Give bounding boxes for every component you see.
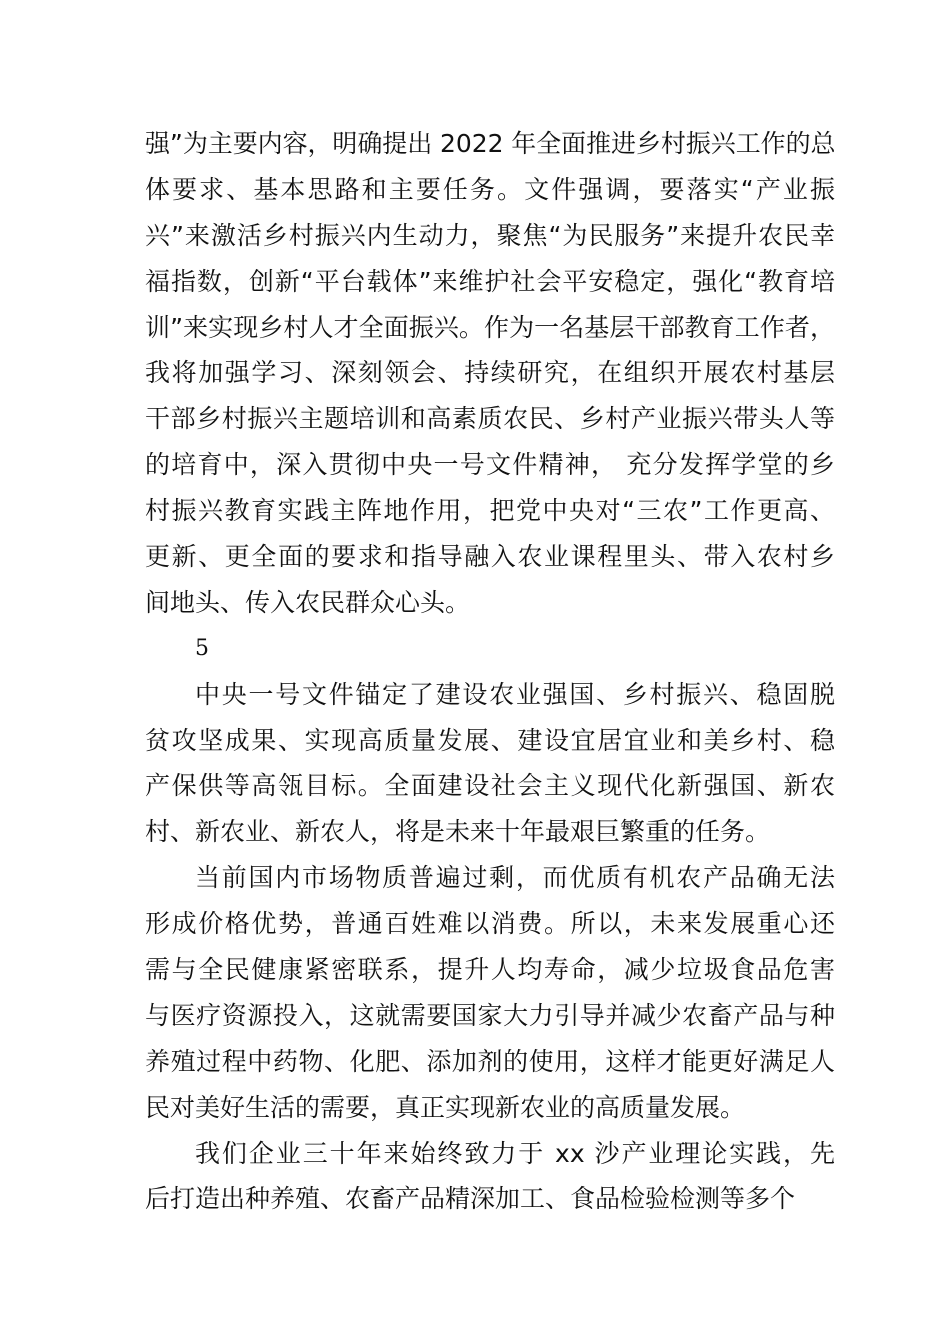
text-line: 村振兴教育实践主阵地作用，把党中央对“三农”工作更高、 bbox=[145, 496, 835, 526]
paragraph-first-line: 当前国内市场物质普遍过剩，而优质有机农产品确无法 bbox=[195, 863, 835, 893]
text-line: 与医疗资源投入，这就需要国家大力引导并减少农畜产品与种 bbox=[145, 1000, 835, 1030]
section-number: 5 bbox=[195, 635, 209, 661]
text-line: 后打造出种养殖、农畜产品精深加工、食品检验检测等多个 bbox=[145, 1184, 796, 1214]
text-line: 更新、更全面的要求和指导融入农业课程里头、带入农村乡 bbox=[145, 542, 835, 572]
text-line: 我将加强学习、深刻领会、持续研究，在组织开展农村基层 bbox=[145, 358, 835, 388]
document-body bbox=[145, 121, 835, 1222]
text-line: 养殖过程中药物、化肥、添加剂的使用，这样才能更好满足人 bbox=[145, 1046, 835, 1076]
text-line: 民对美好生活的需要，真正实现新农业的高质量发展。 bbox=[145, 1092, 746, 1122]
text-line: 干部乡村振兴主题培训和高素质农民、乡村产业振兴带头人等 bbox=[145, 404, 835, 434]
paragraph-first-line: 我们企业三十年来始终致力于 xx 沙产业理论实践，先 bbox=[195, 1138, 835, 1168]
text-line: 形成价格优势，普通百姓难以消费。所以，未来发展重心还 bbox=[145, 909, 835, 939]
text-line: 体要求、基本思路和主要任务。文件强调，要落实“产业振 bbox=[145, 174, 835, 204]
text-line: 产保供等高瓴目标。全面建设社会主义现代化新强国、新农 bbox=[145, 771, 835, 801]
text-line: 训”来实现乡村人才全面振兴。作为一名基层干部教育工作者， bbox=[145, 312, 835, 342]
text-line: 村、新农业、新农人，将是未来十年最艰巨繁重的任务。 bbox=[145, 817, 771, 847]
text-line: 强”为主要内容，明确提出 2022 年全面推进乡村振兴工作的总 bbox=[145, 129, 836, 158]
text-line: 的培育中，深入贯彻中央一号文件精神， 充分发挥学堂的乡 bbox=[145, 450, 835, 480]
text-line: 需与全民健康紧密联系，提升人均寿命，减少垃圾食品危害 bbox=[145, 955, 835, 985]
text-line: 贫攻坚成果、实现高质量发展、建设宜居宜业和美乡村、稳 bbox=[145, 725, 835, 755]
text-line: 兴”来激活乡村振兴内生动力，聚焦“为民服务”来提升农民幸 bbox=[145, 220, 835, 250]
paragraph-first-line: 中央一号文件锚定了建设农业强国、乡村振兴、稳固脱 bbox=[195, 679, 835, 709]
text-line: 福指数，创新“平台载体”来维护社会平安稳定，强化“教育培 bbox=[145, 266, 835, 296]
text-line: 间地头、传入农民群众心头。 bbox=[145, 587, 471, 617]
